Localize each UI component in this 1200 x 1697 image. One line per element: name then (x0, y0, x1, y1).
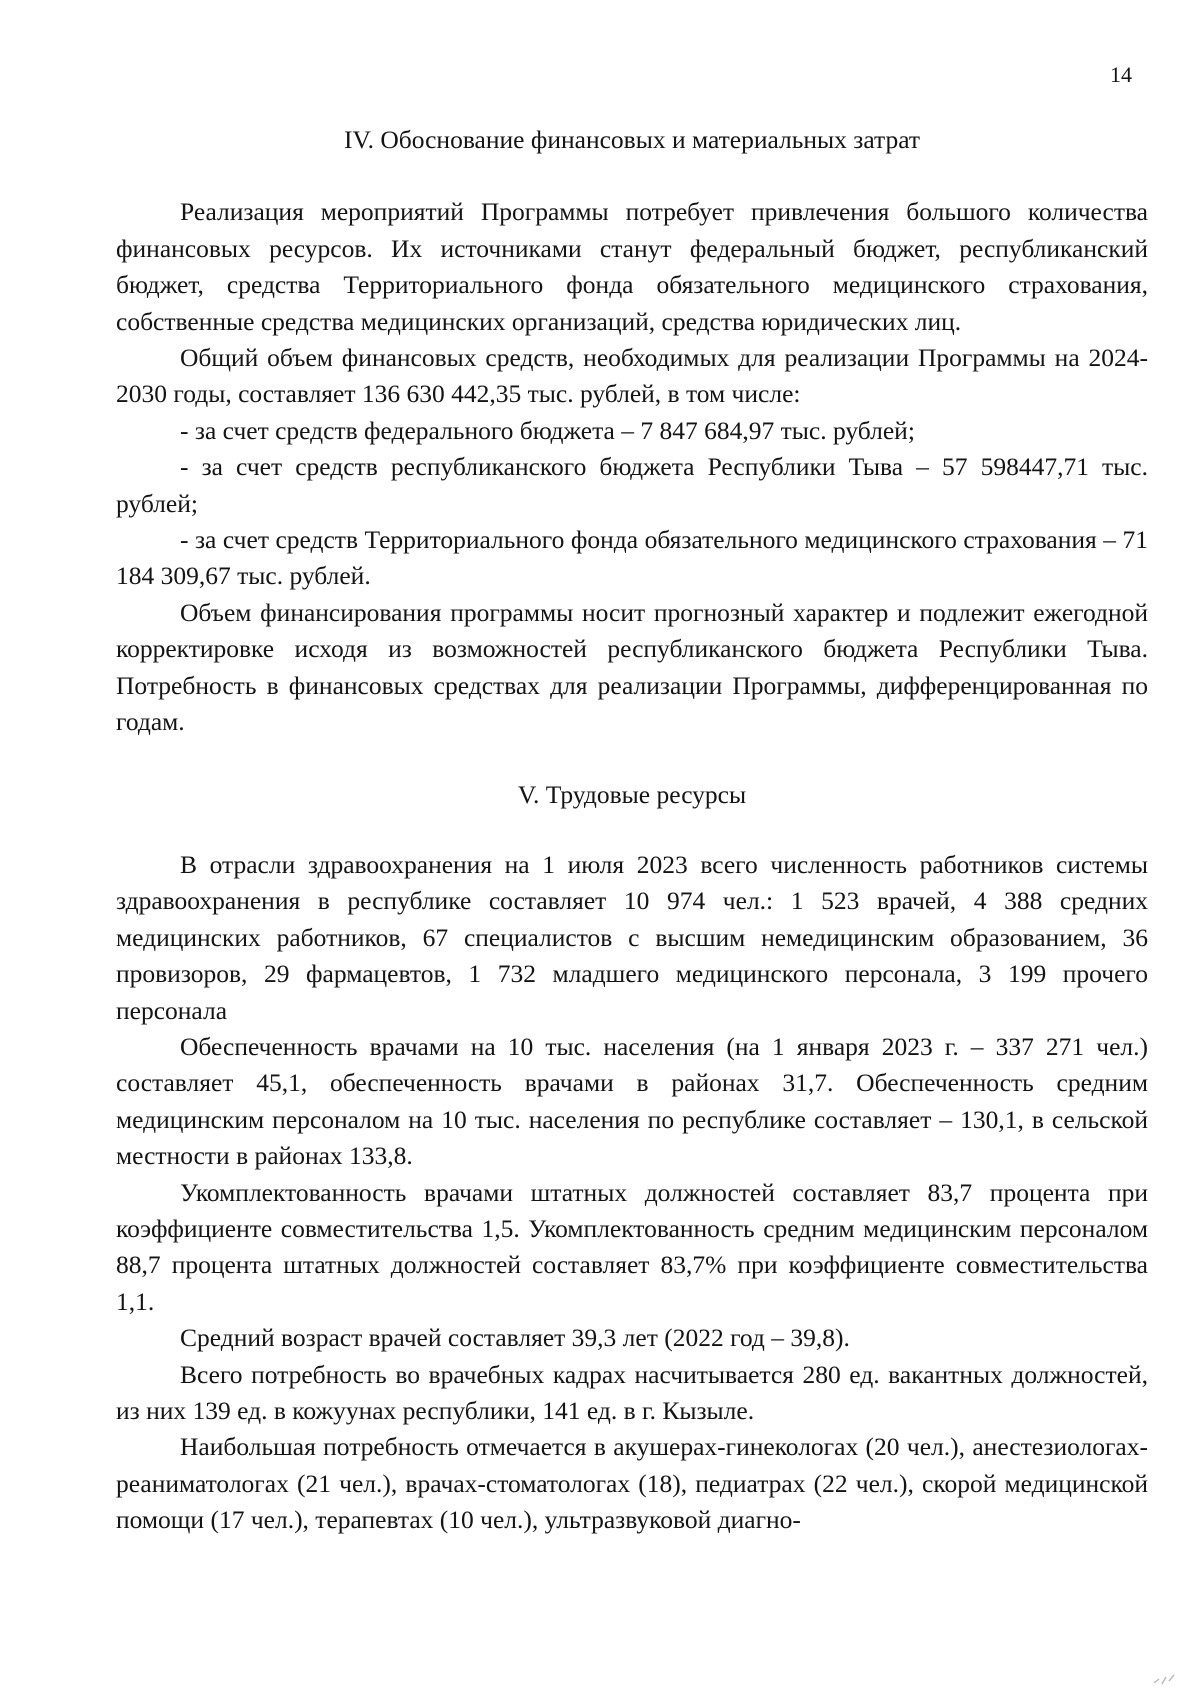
paragraph-funding-sources: Реализация мероприятий Программы потребует привлечения большого количества финансовых ресурсов. Их источниками станут федеральный бюджет, республиканский бюджет, средства Территориального фонда обязательного медицинского страхования, собственные средства медицинских организаций, средства юридических лиц. (116, 197, 1148, 336)
list-item-federal-budget: - за счет средств федерального бюджета – 7 847 684,97 тыс. рублей; (180, 415, 915, 445)
scan-artifact-mark (1150, 1669, 1178, 1687)
document-body (116, 122, 1148, 1539)
paragraph-greatest-need: Наибольшая потребность отмечается в акушерах-гинекологах (20 чел.), анестезиологах-реаниматологах (21 чел.), врачах-стоматологах (18), педиатрах (22 чел.), скорой медицинской помощи (17 чел.), терапевтах (10 чел.), ультразвуковой диагно- (116, 1432, 1148, 1535)
page-number: 14 (1110, 62, 1132, 87)
section-heading-financial: IV. Обоснование финансовых и материальных затрат (343, 125, 921, 154)
paragraph-doctor-coverage: Обеспеченность врачами на 10 тыс. населения (на 1 января 2023 г. – 337 271 чел.) составляет 45,1, обеспеченность врачами в районах 31,7. Обеспеченность средним медицинским персоналом на 10 тыс. населения по республике составляет – 130,1, в сельской местности в районах 133,8. (116, 1031, 1148, 1171)
paragraph-total-volume: Общий объем финансовых средств, необходимых для реализации Программы на 2024-2030 годы, составляет 136 630 442,35 тыс. рублей, в том числе: (116, 343, 1148, 409)
list-item-republic-budget: - за счет средств республиканского бюджета Республики Тыва – 57 598447,71 тыс. рублей; (116, 452, 1148, 518)
paragraph-staff-count: В отрасли здравоохранения на 1 июля 2023 всего численность работников системы здравоохранения в республике составляет 10 974 чел.: 1 523 врачей, 4 388 средних медицинских работников, 67 специалистов с высшим немедицинским образованием, 36 провизоров, 29 фармацевтов, 1 732 младшего медицинского персонала, 3 199 прочего персонала (116, 849, 1148, 1025)
list-item-insurance-fund: - за счет средств Территориального фонда обязательного медицинского страхования – 71 184 309,67 тыс. рублей. (116, 525, 1148, 591)
section-heading-labor: V. Трудовые ресурсы (517, 779, 747, 809)
paragraph-staffing-level: Укомплектованность врачами штатных должностей составляет 83,7 процента при коэффициенте совместительства 1,5. Укомплектованность средним медицинским персоналом 88,7 процента штатных должностей составляет 83,7% при коэффициенте совместительства 1,1. (116, 1177, 1148, 1316)
paragraph-vacancies: Всего потребность во врачебных кадрах насчитывается 280 ед. вакантных должностей, из них 139 ед. в кожуунах республики, 141 ед. в г. Кызыле. (116, 1359, 1148, 1425)
paragraph-forecast-note: Объем финансирования программы носит прогнозный характер и подлежит ежегодной корректировке исходя из возможностей республиканского бюджета Республики Тыва. Потребность в финансовых средствах для реализации Программы, дифференцированная по годам. (116, 597, 1148, 737)
paragraph-average-age: Средний возраст врачей составляет 39,3 лет (2022 год – 39,8). (180, 1323, 850, 1353)
